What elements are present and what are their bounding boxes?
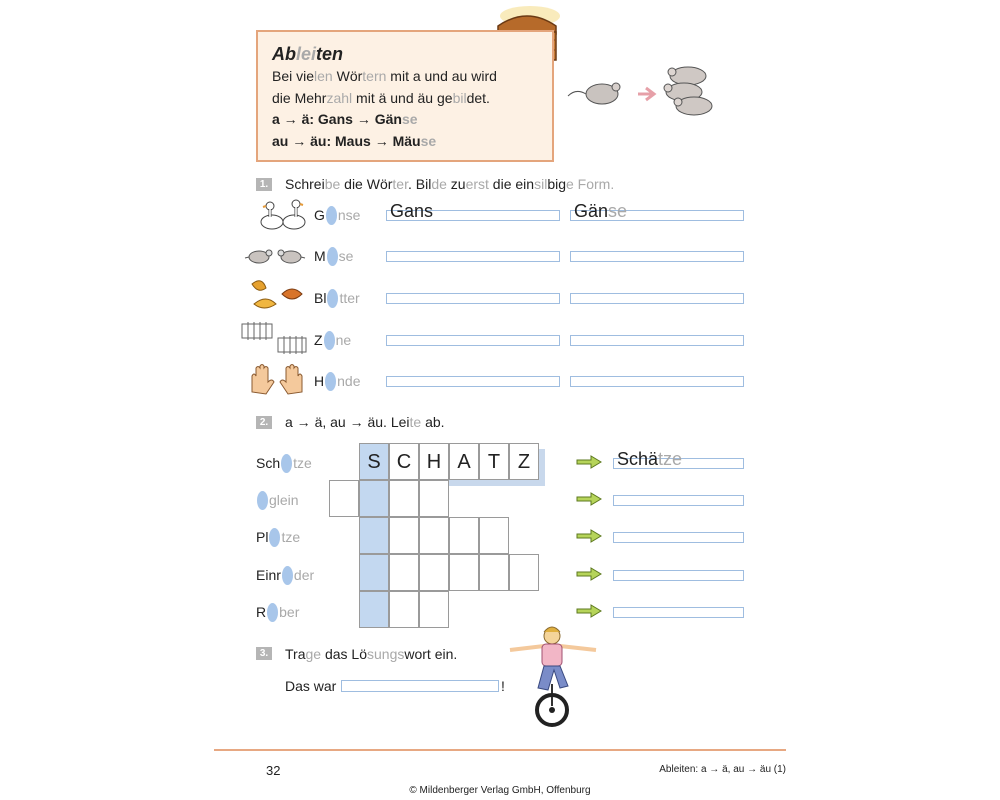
crossword-cell[interactable] [419, 517, 449, 554]
word-puzzle [256, 602, 299, 622]
singular-answer-field[interactable] [386, 293, 560, 304]
missing-letter-marker [327, 247, 338, 266]
word-suffix: glein [269, 492, 299, 508]
rule-example-au: au → äu: Maus → Mäuse [272, 133, 437, 149]
crossword-cell[interactable] [389, 591, 419, 628]
crossword-solution-cell[interactable] [359, 591, 389, 628]
missing-letter-marker [281, 454, 292, 473]
word-suffix: nse [337, 207, 361, 223]
crossword-cell[interactable] [449, 554, 479, 591]
word-suffix: se [338, 248, 354, 264]
missing-letter-marker [269, 528, 280, 547]
word-prefix: Pl [256, 529, 269, 545]
exercise-3-number: 3. [256, 647, 272, 660]
word-suffix: tze [281, 529, 301, 545]
crossword-cell[interactable] [329, 480, 359, 517]
arrow-right-icon [576, 492, 602, 506]
crossword-cell[interactable] [479, 554, 509, 591]
plural-answer-field[interactable] [570, 293, 744, 304]
derived-word-field[interactable] [613, 607, 744, 618]
leaves-picture [246, 276, 304, 312]
plural-answer-text: Gänse [574, 201, 628, 221]
crossword-cell[interactable] [389, 517, 419, 554]
solution-word-field[interactable] [341, 680, 499, 692]
crossword-cell[interactable] [479, 517, 509, 554]
singular-answer-field[interactable] [386, 335, 560, 346]
footer-topic: Ableiten: a → ä, au → äu (1) [659, 764, 786, 775]
plural-answer-field[interactable] [570, 335, 744, 346]
exercise-3-instruction: Trage das Lösungswort ein. [285, 646, 458, 662]
crossword-cell[interactable] [509, 554, 539, 591]
exercise-2-instruction: a → ä, au → äu. Leite ab. [285, 414, 445, 430]
footer-divider [214, 749, 786, 751]
word-prefix: M [314, 248, 326, 264]
crossword-cell[interactable] [419, 480, 449, 517]
copyright: © Mildenberger Verlag GmbH, Offenburg [409, 785, 591, 796]
hands-picture [248, 362, 306, 398]
crossword-solution-cell[interactable]: S [359, 443, 389, 480]
derived-word-text: Schätze [617, 449, 683, 469]
rule-title: Ableiten [272, 44, 344, 64]
mice-small-picture [243, 246, 309, 266]
unicycle-girl-illustration [508, 622, 600, 728]
word-puzzle [256, 453, 312, 473]
geese-picture [258, 196, 310, 232]
singular-answer-field[interactable] [386, 251, 560, 262]
word-puzzle [314, 246, 353, 266]
word-suffix: tze [293, 455, 312, 471]
solution-exclamation: ! [501, 678, 505, 694]
crossword-cell[interactable]: A [449, 443, 479, 480]
word-prefix: Einr [256, 567, 281, 583]
word-puzzle [314, 330, 351, 350]
word-prefix: H [314, 373, 325, 389]
word-suffix: tter [339, 290, 360, 306]
crossword-cell[interactable]: H [419, 443, 449, 480]
word-puzzle [314, 371, 360, 391]
derived-word-field[interactable] [613, 495, 744, 506]
word-puzzle [314, 288, 360, 308]
crossword-cell[interactable]: C [389, 443, 419, 480]
rule-text-line-2: die Mehrzahl mit ä und äu gebildet. [272, 90, 490, 106]
rule-example-a: a → ä: Gans → Gänse [272, 111, 418, 127]
word-prefix: G [314, 207, 325, 223]
singular-answer-field[interactable] [386, 376, 560, 387]
fences-picture [240, 320, 310, 356]
crossword-cell[interactable] [419, 554, 449, 591]
crossword-cell[interactable] [389, 554, 419, 591]
arrow-right-icon [576, 604, 602, 618]
crossword-cell[interactable] [389, 480, 419, 517]
plural-answer-field[interactable] [570, 251, 744, 262]
rule-text-line-1: Bei vielen Wörtern mit a und au wird [272, 68, 497, 84]
word-suffix: der [293, 567, 315, 583]
arrow-right-icon [576, 455, 602, 469]
word-puzzle [256, 527, 300, 547]
crossword-cell[interactable] [419, 591, 449, 628]
missing-letter-marker [327, 289, 338, 308]
missing-letter-marker [282, 566, 293, 585]
singular-answer-text: Gans [390, 201, 434, 221]
word-prefix: Bl [314, 290, 327, 306]
page-number: 32 [266, 763, 281, 778]
word-suffix: ne [335, 332, 352, 348]
crossword-cell[interactable] [449, 517, 479, 554]
missing-letter-marker [326, 206, 337, 225]
word-suffix: nde [337, 373, 361, 389]
crossword-solution-cell[interactable] [359, 554, 389, 591]
crossword-cell[interactable]: T [479, 443, 509, 480]
mice-illustration [566, 62, 726, 126]
crossword-solution-cell[interactable] [359, 517, 389, 554]
word-puzzle [256, 565, 314, 585]
word-suffix: ber [279, 604, 300, 620]
missing-letter-marker [257, 491, 268, 510]
word-prefix: Z [314, 332, 323, 348]
solution-prompt: Das war [285, 678, 337, 694]
exercise-2-number: 2. [256, 416, 272, 429]
arrow-right-icon [576, 567, 602, 581]
word-puzzle [314, 205, 360, 225]
arrow-right-icon [576, 529, 602, 543]
exercise-1-instruction: Schreibe die Wörter. Bilde zuerst die einsilbige Form. [285, 176, 615, 192]
missing-letter-marker [324, 331, 335, 350]
word-puzzle [256, 490, 299, 510]
word-prefix: Sch [256, 455, 281, 471]
missing-letter-marker [325, 372, 336, 391]
word-prefix: R [256, 604, 267, 620]
missing-letter-marker [267, 603, 278, 622]
derived-word-field[interactable] [613, 532, 744, 543]
crossword-solution-cell[interactable] [359, 480, 389, 517]
derived-word-field[interactable] [613, 570, 744, 581]
exercise-1-number: 1. [256, 178, 272, 191]
plural-answer-field[interactable] [570, 376, 744, 387]
crossword-cell[interactable]: Z [509, 443, 539, 480]
